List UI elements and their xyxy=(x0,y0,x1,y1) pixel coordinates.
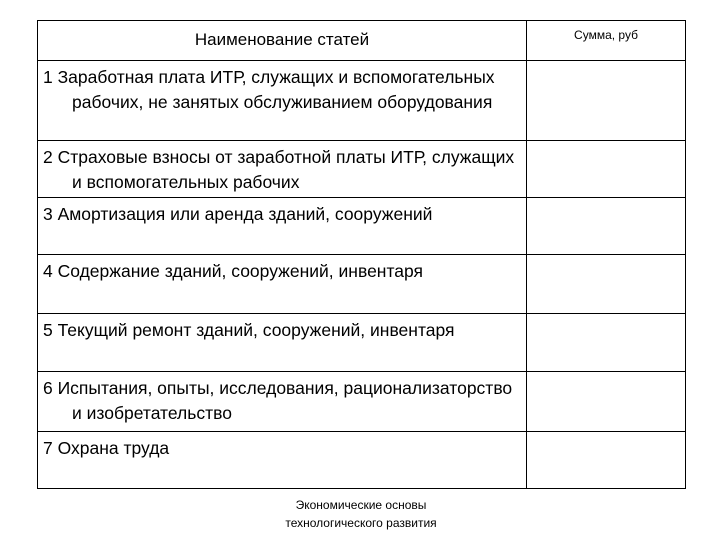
item-name: 1 Заработная плата ИТР, служащих и вспомогательных рабочих, не занятых обслуживанием оборудования xyxy=(43,67,495,112)
item-name: 5 Текущий ремонт зданий, сооружений, инвентаря xyxy=(43,320,455,340)
table-row xyxy=(38,314,686,372)
item-name-cell xyxy=(38,372,527,432)
item-name-cell xyxy=(38,61,527,141)
column-header-name-label: Наименование статей xyxy=(194,30,370,49)
item-sum-cell xyxy=(527,61,686,141)
item-sum-cell xyxy=(527,314,686,372)
footer-line-1: Экономические основы xyxy=(295,498,427,512)
column-header-sum xyxy=(527,21,686,61)
item-name-cell xyxy=(38,432,527,489)
item-sum-cell xyxy=(527,255,686,314)
item-name-cell xyxy=(38,255,527,314)
table-row xyxy=(38,255,686,314)
item-name: 2 Страховые взносы от заработной платы ИТР, служащих и вспомогательных рабочих xyxy=(43,147,515,192)
item-sum-cell xyxy=(527,198,686,255)
item-name: 6 Испытания, опыты, исследования, рационализаторство и изобретательство xyxy=(43,378,513,423)
column-header-name xyxy=(38,21,527,61)
item-name: 3 Амортизация или аренда зданий, сооружений xyxy=(43,204,433,224)
footer-line-2: технологического развития xyxy=(285,516,437,530)
table-row xyxy=(38,198,686,255)
table-row xyxy=(38,141,686,198)
table-row xyxy=(38,372,686,432)
item-name-cell xyxy=(38,198,527,255)
column-header-sum-label: Сумма, руб xyxy=(574,28,638,42)
item-name-cell xyxy=(38,314,527,372)
slide-footer xyxy=(258,496,464,532)
expense-items-table xyxy=(37,20,686,489)
item-sum-cell xyxy=(527,372,686,432)
table-row xyxy=(38,432,686,489)
item-name: 4 Содержание зданий, сооружений, инвентаря xyxy=(43,261,424,281)
item-sum-cell xyxy=(527,141,686,198)
table-row xyxy=(38,61,686,141)
item-name: 7 Охрана труда xyxy=(43,438,170,458)
item-name-cell xyxy=(38,141,527,198)
table-header-row xyxy=(38,21,686,61)
item-sum-cell xyxy=(527,432,686,489)
